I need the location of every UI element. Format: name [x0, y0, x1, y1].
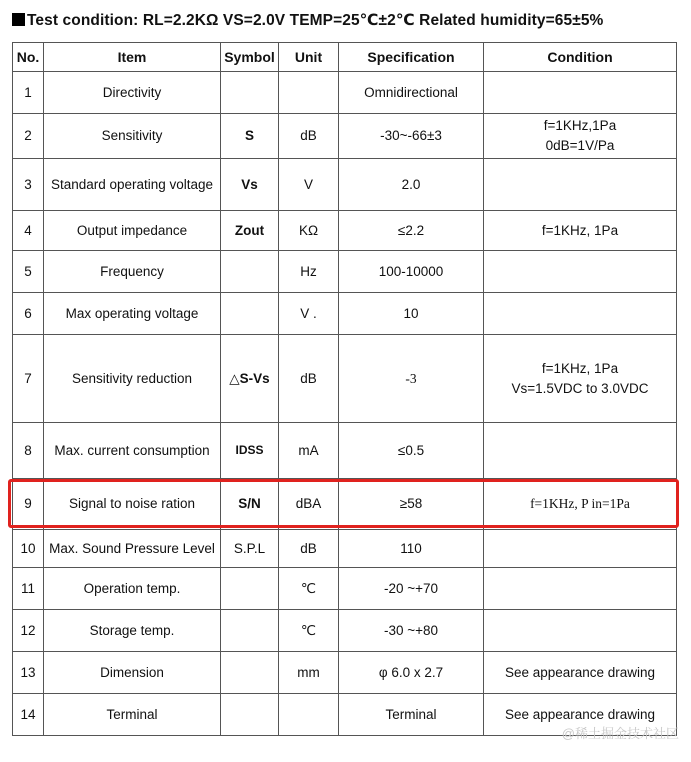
- square-bullet-icon: [12, 13, 25, 26]
- cell-item: Directivity: [44, 72, 221, 114]
- cell-symbol: [221, 251, 279, 293]
- cell-spec: 2.0: [339, 159, 484, 211]
- table-row: [13, 652, 677, 694]
- cell-item: Signal to noise ration: [44, 479, 221, 530]
- cell-unit: KΩ: [279, 211, 339, 251]
- cell-unit: [279, 694, 339, 736]
- cell-spec: 110: [339, 530, 484, 568]
- cell-condition: [484, 159, 677, 211]
- cell-spec: -30 ~+80: [339, 610, 484, 652]
- cell-condition: See appearance drawing: [484, 694, 677, 736]
- highlight-box-row-9: [8, 479, 679, 528]
- cell-symbol: [221, 694, 279, 736]
- cell-symbol: IDSS: [221, 423, 279, 479]
- test-condition-heading: [12, 11, 603, 30]
- cell-unit: mm: [279, 652, 339, 694]
- cell-no: 13: [13, 652, 44, 694]
- cell-item: Standard operating voltage: [44, 159, 221, 211]
- cell-item: Frequency: [44, 251, 221, 293]
- watermark: @稀土掘金技术社区: [561, 726, 679, 741]
- cell-symbol: S/N: [221, 479, 279, 530]
- cell-condition: [484, 610, 677, 652]
- cell-no: 12: [13, 610, 44, 652]
- cell-unit: dB: [279, 335, 339, 423]
- cell-spec: -30~-66±3: [339, 114, 484, 159]
- cell-no: 14: [13, 694, 44, 736]
- cell-item: Output impedance: [44, 211, 221, 251]
- cell-no: 8: [13, 423, 44, 479]
- cell-symbol: △S-Vs: [221, 335, 279, 423]
- table-row: [13, 568, 677, 610]
- cell-symbol: S.P.L: [221, 530, 279, 568]
- cell-spec: ≤0.5: [339, 423, 484, 479]
- cell-condition: f=1KHz, P in=1Pa: [484, 479, 677, 530]
- cell-condition: See appearance drawing: [484, 652, 677, 694]
- cell-no: 10: [13, 530, 44, 568]
- cell-symbol: [221, 610, 279, 652]
- cell-item: Operation temp.: [44, 568, 221, 610]
- table-row: [13, 293, 677, 335]
- cell-symbol: [221, 293, 279, 335]
- cell-item: Sensitivity: [44, 114, 221, 159]
- cell-item: Terminal: [44, 694, 221, 736]
- cell-spec: ≥58: [339, 479, 484, 530]
- cell-no: 4: [13, 211, 44, 251]
- cell-unit: ℃: [279, 610, 339, 652]
- cell-symbol: [221, 72, 279, 114]
- cell-item: Sensitivity reduction: [44, 335, 221, 423]
- header-unit: Unit: [279, 43, 339, 72]
- table-row: [13, 159, 677, 211]
- cell-no: 3: [13, 159, 44, 211]
- table-row: [13, 251, 677, 293]
- cell-unit: V .: [279, 293, 339, 335]
- cell-item: Max. Sound Pressure Level: [44, 530, 221, 568]
- cell-condition: [484, 568, 677, 610]
- cell-no: 9: [13, 479, 44, 530]
- cell-spec: Omnidirectional: [339, 72, 484, 114]
- cell-unit: Hz: [279, 251, 339, 293]
- header-symbol: Symbol: [221, 43, 279, 72]
- table-row: [13, 530, 677, 568]
- cell-condition: f=1KHz, 1Pa: [484, 211, 677, 251]
- cell-condition: [484, 251, 677, 293]
- cell-condition: [484, 293, 677, 335]
- cell-condition: [484, 530, 677, 568]
- cell-spec: -3: [339, 335, 484, 423]
- table-header-row: [13, 43, 677, 72]
- condition-line-2: 0dB=1V/Pa: [545, 138, 615, 153]
- cell-unit: ℃: [279, 568, 339, 610]
- cell-no: 2: [13, 114, 44, 159]
- cell-condition: [484, 114, 677, 159]
- cell-symbol: [221, 568, 279, 610]
- cell-spec: 10: [339, 293, 484, 335]
- table-row: [13, 72, 677, 114]
- spec-table: [12, 42, 677, 736]
- cell-spec: -20 ~+70: [339, 568, 484, 610]
- cell-spec: φ 6.0 x 2.7: [339, 652, 484, 694]
- test-condition-text: Test condition: RL=2.2KΩ VS=2.0V TEMP=25℃±2℃ Related humidity=65±5%: [27, 12, 604, 29]
- cell-no: 5: [13, 251, 44, 293]
- cell-item: Dimension: [44, 652, 221, 694]
- header-specification: Specification: [339, 43, 484, 72]
- cell-item: Max. current consumption: [44, 423, 221, 479]
- table-row: [13, 423, 677, 479]
- condition-line-1: f=1KHz,1Pa: [543, 118, 617, 134]
- condition-line-1: f=1KHz, 1Pa: [541, 360, 619, 376]
- cell-item: Max operating voltage: [44, 293, 221, 335]
- cell-unit: dB: [279, 530, 339, 568]
- cell-condition: [484, 335, 677, 423]
- cell-symbol: [221, 652, 279, 694]
- cell-condition: [484, 423, 677, 479]
- header-condition: Condition: [484, 43, 677, 72]
- condition-line-2: Vs=1.5VDC to 3.0VDC: [511, 380, 649, 396]
- table-row: [13, 114, 677, 159]
- cell-unit: V: [279, 159, 339, 211]
- cell-no: 11: [13, 568, 44, 610]
- cell-unit: dBA: [279, 479, 339, 530]
- cell-spec: ≤2.2: [339, 211, 484, 251]
- cell-spec: 100-10000: [339, 251, 484, 293]
- cell-unit: mA: [279, 423, 339, 479]
- cell-symbol: Vs: [221, 159, 279, 211]
- cell-unit: dB: [279, 114, 339, 159]
- cell-unit: [279, 72, 339, 114]
- cell-no: 6: [13, 293, 44, 335]
- table-row: [13, 211, 677, 251]
- cell-no: 7: [13, 335, 44, 423]
- table-row: [13, 610, 677, 652]
- cell-no: 1: [13, 72, 44, 114]
- cell-condition: [484, 72, 677, 114]
- table-row: [13, 335, 677, 423]
- header-no: No.: [13, 43, 44, 72]
- cell-spec: Terminal: [339, 694, 484, 736]
- header-item: Item: [44, 43, 221, 72]
- cell-symbol: S: [221, 114, 279, 159]
- cell-item: Storage temp.: [44, 610, 221, 652]
- cell-symbol: Zout: [221, 211, 279, 251]
